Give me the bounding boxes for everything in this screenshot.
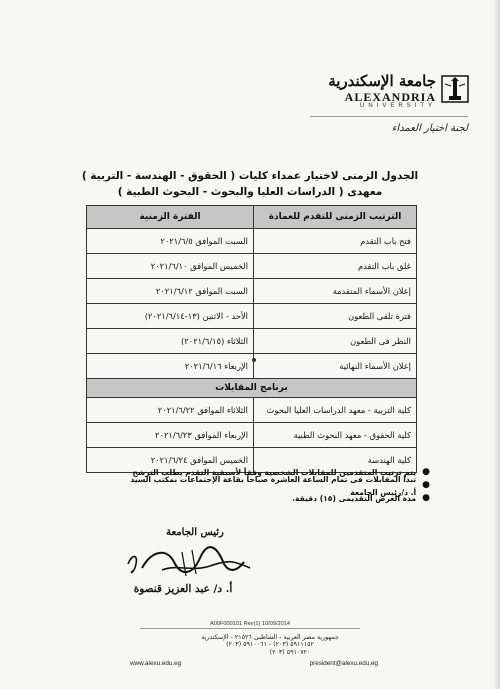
committee-name: لجنة اختيار العمداء: [391, 123, 468, 134]
note-text: مدة العرض التقديمى (١٥) دقيقة.: [292, 494, 417, 503]
university-name-en: ALEXANDRIA: [344, 90, 436, 104]
event-cell: فتح باب التقدم: [254, 229, 417, 254]
event-cell: إعلان الأسماء المتقدمة: [254, 279, 417, 304]
date-cell: السبت الموافق ٢٠٢١/٦/١٢: [87, 279, 254, 304]
interviews-section-title: برنامج المقابلات: [87, 379, 417, 398]
note-text: يتم ترتيب المتقدمين للمقابلات الشخصية وفقاً لأسبقية التقدم بطلب الترشح: [132, 468, 417, 477]
footer-address: جمهورية مصر العربية - الشاطبى ٢١٥٢٦ - الإسكندرية: [201, 634, 339, 641]
event-cell: كلية الهندسة: [254, 448, 417, 473]
date-cell: الثلاثاء (٢٠٢١/٦/١٥): [87, 329, 254, 354]
table-header-row: [87, 206, 417, 229]
university-logo: [308, 74, 468, 144]
table-row: [87, 279, 417, 304]
footer-email: president@alexu.edu.eg: [309, 660, 378, 667]
table-row: [87, 229, 417, 254]
interviews-section-row: [87, 379, 417, 398]
signature-title: رئيس الجامعة: [166, 527, 224, 538]
date-cell: الخميس الموافق ٢٠٢١/٦/٢٤: [87, 448, 254, 473]
table-row: [87, 423, 417, 448]
document-reference: A00F000101 Rev(1) 10/09/2014: [210, 621, 290, 627]
date-cell: الخميس الموافق ٢٠٢١/٦/١٠: [87, 254, 254, 279]
document-title: الجدول الزمنى لاختيار عمداء كليات ( الحقوق - الهندسة - التربية ): [81, 170, 419, 182]
date-cell: السبت الموافق ٢٠٢١/٦/٥: [87, 229, 254, 254]
schedule-table: [86, 205, 417, 473]
event-cell: كلية الحقوق - معهد البحوث الطبية: [254, 423, 417, 448]
university-name-en-sub: UNIVERSITY: [359, 103, 436, 109]
footer-fax: ٥٩١٠٧٢٠ (٢٠٣): [269, 649, 311, 656]
table-row: [87, 398, 417, 423]
president-name: أ. د/ عبد العزيز قنصوة: [133, 583, 233, 595]
handwritten-signature: [122, 540, 272, 584]
list-item: [130, 474, 430, 497]
event-cell: كلية التربية - معهد الدراسات العليا البحوث: [254, 398, 417, 423]
stray-dot: [252, 358, 256, 362]
date-cell: الإربعاء الموافق ٢٠٢١/٦/٢٣: [87, 423, 254, 448]
note-text: تبدأ المقابلات فى تمام الساعة العاشرة صباحاً بقاعة الإجتماعات بمكتب السيد أ. د/رئيس الجامعة: [130, 474, 417, 497]
table-row: [87, 354, 417, 379]
event-cell: فترة تلقى الطعون: [254, 304, 417, 329]
date-cell: الثلاثاء الموافق ٢٠٢١/٦/٢٢: [87, 398, 254, 423]
footer-website: www.alexu.edu.eg: [130, 660, 182, 667]
university-name-ar: جامعة الإسكندرية: [328, 72, 436, 90]
table-row: [87, 329, 417, 354]
header-event: الترتيب الزمنى للتقدم للعمادة: [254, 206, 417, 229]
header-rule: [310, 116, 468, 117]
date-cell: الأحد - الاثنين (١٣-٢٠٢١/٦/١٤): [87, 304, 254, 329]
bullet-icon: ●: [422, 493, 430, 503]
notes-list: [130, 466, 430, 505]
scan-edge: [494, 0, 500, 689]
footer-rule: [140, 628, 360, 629]
bullet-icon: ●: [422, 480, 430, 490]
table-row: [87, 254, 417, 279]
event-cell: غلق باب التقدم: [254, 254, 417, 279]
date-cell: الإربعاء ٢٠٢١/٦/١٦: [87, 354, 254, 379]
bullet-icon: ●: [422, 467, 430, 477]
event-cell: النظر فى الطعون: [254, 329, 417, 354]
event-cell: إعلان الأسماء النهائية: [254, 354, 417, 379]
lighthouse-emblem-icon: [440, 74, 470, 104]
header-period: الفترة الزمنية: [87, 206, 254, 229]
table-row: [87, 304, 417, 329]
document-subtitle: معهدى ( الدراسات العليا والبحوث - البحوث الطبية ): [117, 186, 383, 198]
footer-phones: ٥٩١١١٥٢ (٢٠٣) - ٥٩١٠٠٦١ (٢٠٣): [226, 641, 314, 648]
